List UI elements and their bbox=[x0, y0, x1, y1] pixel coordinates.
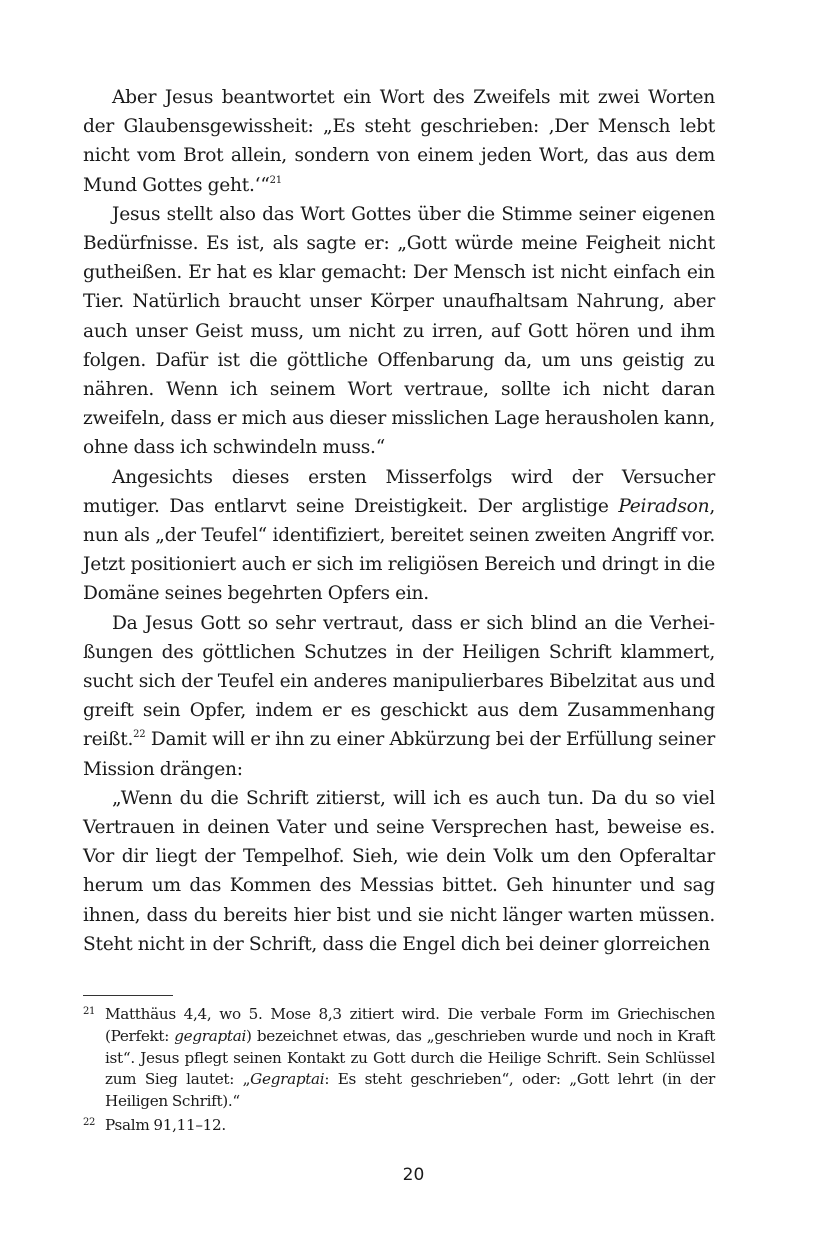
paragraph-5 bbox=[83, 784, 715, 959]
paragraph-4-text-end: Damit will er ihn zu einer Abkürzung bei der Erfüllung seiner Mission drängen: bbox=[83, 729, 715, 780]
footnote-21 bbox=[83, 1004, 715, 1113]
paragraph-2 bbox=[83, 200, 715, 463]
paragraph-4-text-start: Da Jesus Gott so sehr vertraut, dass er sich blind an die Verheißungen des göttlichen Schutzes in der Heiligen Schrift klammert, sucht sich der Teufel ein anderes manipulierbares Bibelzitat aus und greift sein Opfer, indem er es geschickt aus dem Zusammenhang reißt. bbox=[83, 612, 715, 751]
footnote-22 bbox=[83, 1115, 715, 1137]
paragraph-3-emphasis: Peiradson bbox=[618, 495, 710, 517]
footnote-21-text-a: Matthäus 4,4, wo 5. Mose 8,3 zitiert wird. Die verbale Form im Griechischen (Perfekt: bbox=[105, 1005, 715, 1045]
footnote-21-emphasis-1: gegraptai bbox=[174, 1026, 247, 1045]
page-number: 20 bbox=[402, 1165, 425, 1185]
footnote-21-text-c: : Es steht geschrieben“, oder: „Gott lehrt (in der Heiligen Schrift).“ bbox=[105, 1070, 715, 1111]
footnotes-section bbox=[83, 995, 715, 1139]
main-text-column bbox=[83, 83, 715, 959]
paragraph-3-text-end: , nun als „der Teufel“ identifiziert, bereitet seinen zweiten Angriff vor. Jetzt positioniert auch er sich im religiösen Bereich und dringt in die Domäne seines begehrten Opfers ein. bbox=[83, 495, 715, 605]
footnote-21-emphasis-2: Gegraptai bbox=[250, 1070, 325, 1089]
footnote-22-text: Psalm 91,11–12. bbox=[105, 1115, 226, 1134]
paragraph-2-text: Jesus stellt also das Wort Gottes über die Stimme seiner eigenen Bedürfnisse. Es ist, als sagte er: „Gott würde meine Feigheit nicht gutheißen. Er hat es klar gemacht: Der Mensch ist nicht einfach ein Tier. Natürlich braucht unser Körper unaufhaltsam Nahrung, aber auch unser Geist muss, um nicht zu irren, auf Gott hören und ihm folgen. Dafür ist die göttliche Offenbarung da, um uns geistig zu nähren. Wenn ich seinem Wort vertraue, sollte ich nicht daran zweifeln, dass er mich aus dieser misslichen Lage herausholen kann, ohne dass ich schwindeln muss.“ bbox=[83, 203, 715, 459]
paragraph-3 bbox=[83, 463, 715, 609]
footnote-divider bbox=[83, 995, 173, 996]
footnote-22-mark: 22 bbox=[83, 1116, 96, 1128]
footnote-21-mark: 21 bbox=[83, 1006, 96, 1017]
footnote-ref-22[interactable]: 22 bbox=[133, 729, 146, 741]
paragraph-1 bbox=[83, 83, 715, 200]
footnote-21-text-b: ) bezeichnet etwas, das „geschrieben wurde und noch in Kraft ist“. Jesus pflegt seinen Kontakt zu Gott durch die Heilige Schrift. Sein Schlüssel zum Sieg lautet: „ bbox=[105, 1026, 715, 1089]
paragraph-3-text-start: Angesichts dieses ersten Misserfolgs wird der Versucher mutiger. Das entlarvt seine Dreistigkeit. Der arglistige bbox=[83, 466, 715, 517]
paragraph-1-text: Aber Jesus beantwortet ein Wort des Zweifels mit zwei Worten der Glaubensgewissheit: „Es steht geschrieben: ‚Der Mensch lebt nicht vom Brot allein, sondern von einem jeden Wort, das aus dem Mund Gottes geht.‘“ bbox=[83, 87, 715, 196]
paragraph-4 bbox=[83, 609, 715, 784]
paragraph-5-text: „Wenn du die Schrift zitierst, will ich es auch tun. Da du so viel Vertrauen in deinen Vater und seine Versprechen hast, beweise es. Vor dir liegt der Tempelhof. Sieh, wie dein Volk um den Opferaltar herum um das Kommen des Messias bittet. Geh hinunter und sag ihnen, dass du bereits hier bist und sie nicht länger warten müssen. Steht nicht in der Schrift, dass die Engel dich bei deiner glorreichen bbox=[83, 787, 715, 955]
footnote-ref-21[interactable]: 21 bbox=[269, 174, 282, 186]
